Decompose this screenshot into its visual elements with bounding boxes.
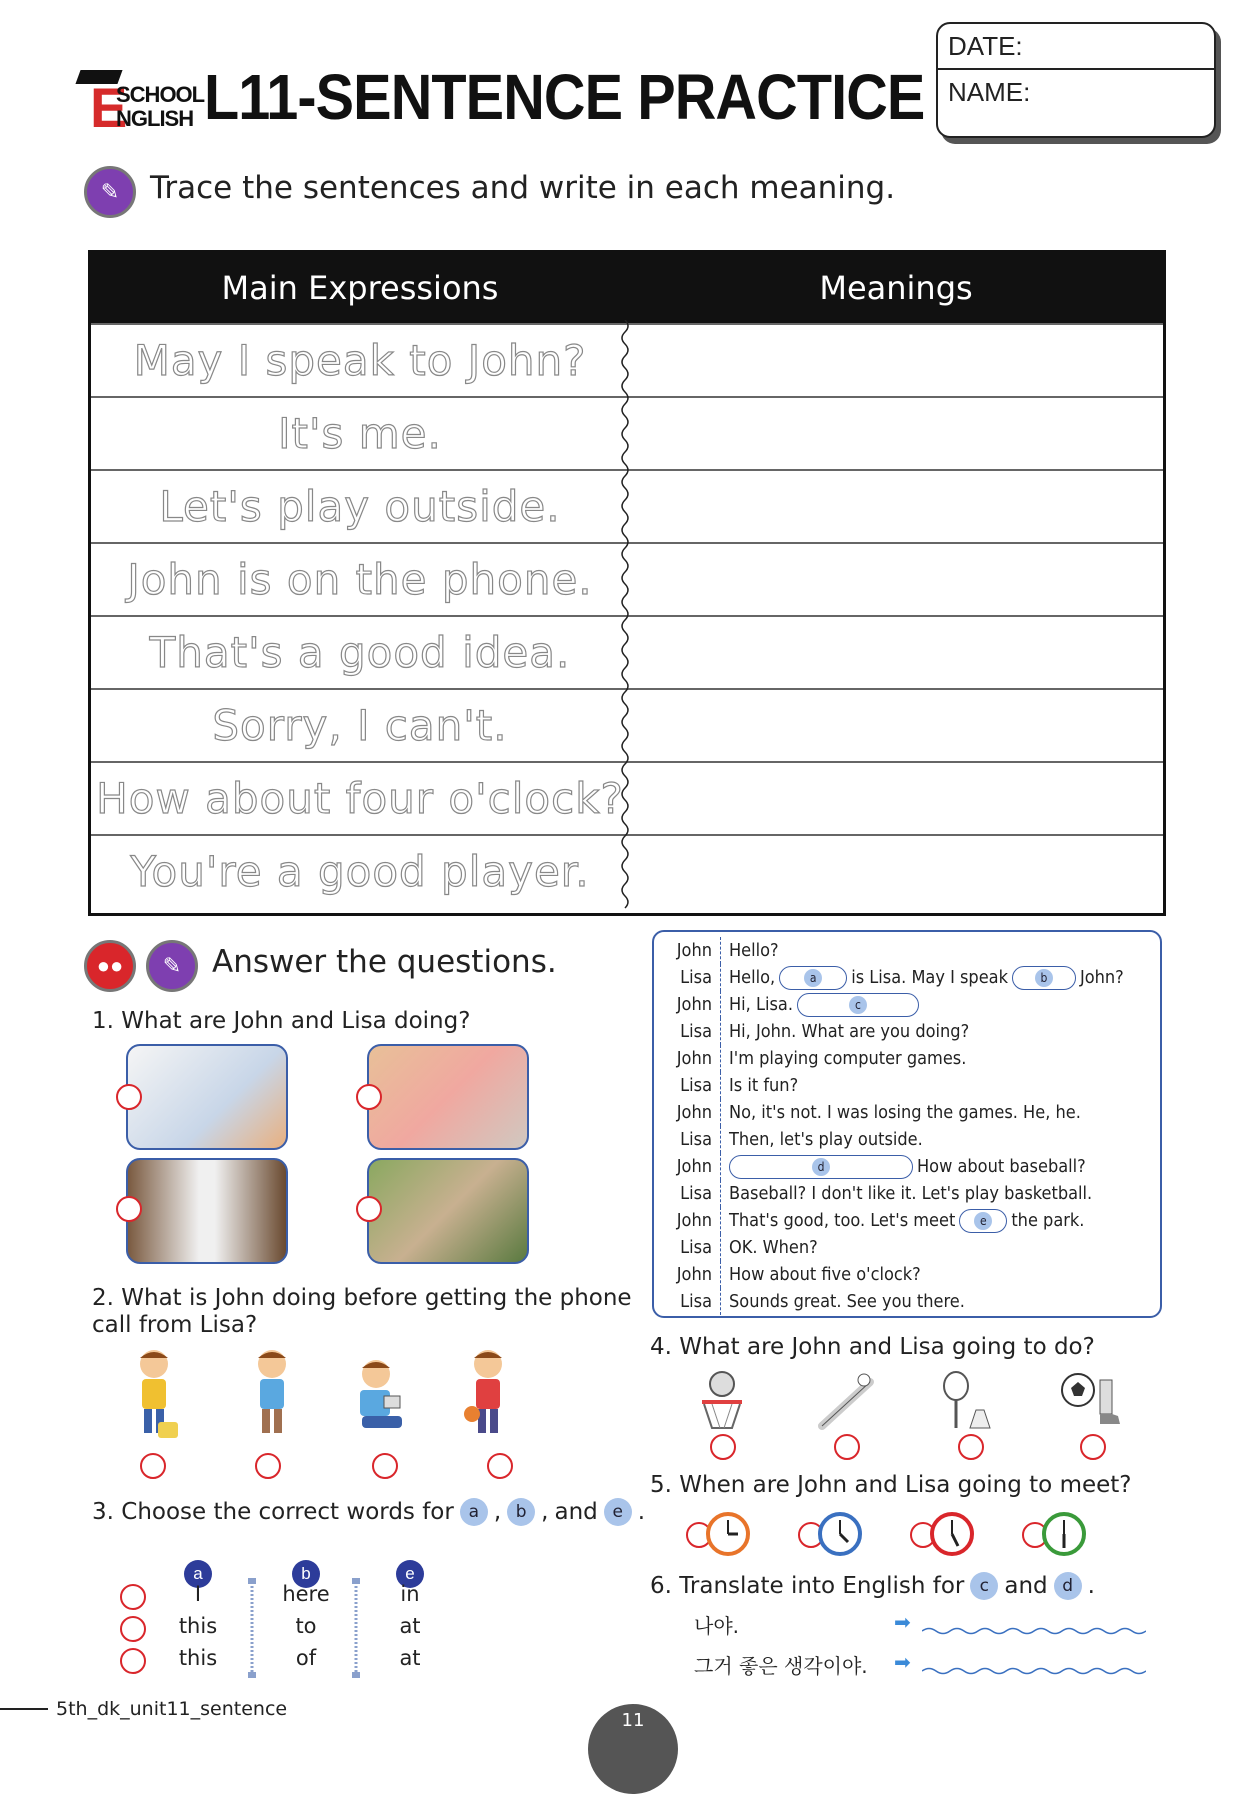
meaning-cell[interactable] <box>629 325 1163 396</box>
question-4: 4. What are John and Lisa going to do? <box>650 1334 1095 1360</box>
dialogue-line <box>654 1234 818 1261</box>
text-segment: Hello, <box>729 967 776 988</box>
blank-e[interactable] <box>959 1209 1007 1233</box>
speaker: John <box>654 1045 721 1072</box>
date-name-box[interactable] <box>936 22 1216 138</box>
clock-red-icon <box>928 1510 976 1558</box>
speaker: Lisa <box>654 1126 721 1153</box>
speaker: Lisa <box>654 1234 721 1261</box>
dialogue-box <box>652 930 1162 1318</box>
label-e: e <box>604 1498 632 1526</box>
blank-d[interactable] <box>729 1155 913 1179</box>
word-a1: I <box>194 1582 202 1606</box>
trace-sentence: May I speak to John? <box>133 336 587 385</box>
dialogue-line <box>654 1018 969 1045</box>
col-main-expressions: Main Expressions <box>221 269 499 307</box>
trace-sentence: Sorry, I can't. <box>212 701 508 750</box>
dialogue-line <box>654 991 923 1018</box>
answer-circle[interactable] <box>834 1434 860 1460</box>
col-label-a: a <box>184 1560 212 1588</box>
arrow-icon: ➡ <box>894 1652 911 1674</box>
answer-circle[interactable] <box>255 1453 281 1479</box>
table-header <box>91 253 1163 323</box>
trace-sentence: You're a good player. <box>130 847 590 896</box>
question-6-text: 6. Translate into English for <box>650 1573 965 1599</box>
dialogue-text: Hello? <box>729 940 779 961</box>
question-6: 6. Translate into English for c and d . <box>650 1573 1095 1599</box>
clock-green-icon <box>1040 1510 1088 1558</box>
speaker: John <box>654 991 721 1018</box>
word-e1: in <box>400 1582 420 1606</box>
date-field[interactable]: DATE: <box>938 24 1214 70</box>
pencil-icon: ✎ <box>146 940 198 992</box>
answer-circle[interactable] <box>958 1434 984 1460</box>
column-divider <box>350 1578 362 1678</box>
boy-basketball-icon <box>458 1346 528 1446</box>
clock-blue-icon <box>816 1510 864 1558</box>
meaning-cell[interactable] <box>629 471 1163 542</box>
word-b3: of <box>295 1646 317 1670</box>
text-segment: is Lisa. May I speak <box>851 967 1008 988</box>
meaning-cell[interactable] <box>629 763 1163 834</box>
logo-line2: NGLISH <box>116 106 194 131</box>
answer-circle[interactable] <box>116 1084 142 1110</box>
text-segment: That's good, too. Let's meet <box>729 1210 956 1231</box>
word-a2: this <box>178 1614 218 1638</box>
text-segment: John? <box>1079 967 1124 988</box>
blank-label: c <box>849 996 867 1014</box>
answer-circle[interactable] <box>116 1196 142 1222</box>
label-b: b <box>507 1498 535 1526</box>
dialogue-text <box>721 993 923 1017</box>
answer-line-c[interactable] <box>922 1626 1146 1636</box>
meaning-cell[interactable] <box>629 544 1163 615</box>
photo-kids-reading <box>367 1044 529 1150</box>
blank-label: d <box>812 1158 830 1176</box>
blank-label: b <box>1035 969 1053 987</box>
badminton-icon <box>936 1370 1002 1432</box>
text-segment: the park. <box>1011 1210 1085 1231</box>
dialogue-line <box>654 1099 1081 1126</box>
dialogue-line <box>654 937 779 964</box>
blank-c[interactable] <box>797 993 919 1017</box>
speaker: John <box>654 1261 721 1288</box>
dialogue-line <box>654 1126 923 1153</box>
meaning-cell[interactable] <box>629 836 1163 907</box>
clock-orange-icon <box>704 1510 752 1558</box>
text-segment: Hi, Lisa. <box>729 994 793 1015</box>
trace-sentence: That's a good idea. <box>149 628 571 677</box>
section2-instruction: Answer the questions. <box>212 944 557 980</box>
translate-item-d: 그거 좋은 생각이야. <box>694 1654 868 1678</box>
dialogue-text: Then, let's play outside. <box>729 1129 923 1150</box>
speaker: Lisa <box>654 1288 721 1315</box>
blank-a[interactable] <box>779 966 847 990</box>
blank-b[interactable] <box>1012 966 1076 990</box>
answer-circle[interactable] <box>372 1453 398 1479</box>
boy-walking-icon <box>242 1346 302 1446</box>
pencil-icon: ✎ <box>84 166 136 218</box>
word-e2: at <box>399 1614 421 1638</box>
dialogue-line <box>654 1153 1086 1180</box>
photo-kids-skating <box>367 1158 529 1264</box>
question-6-and: and <box>1004 1573 1048 1599</box>
blank-label: a <box>804 969 822 987</box>
speaker: Lisa <box>654 1072 721 1099</box>
dialogue-text: Sounds great. See you there. <box>729 1291 965 1312</box>
trace-sentence: Let's play outside. <box>159 482 561 531</box>
question-5: 5. When are John and Lisa going to meet? <box>650 1472 1132 1498</box>
dialogue-text: OK. When? <box>729 1237 818 1258</box>
meaning-cell[interactable] <box>629 617 1163 688</box>
answer-line-d[interactable] <box>922 1666 1146 1676</box>
text-segment: How about baseball? <box>917 1156 1086 1177</box>
speaker: John <box>654 1153 721 1180</box>
answer-circle[interactable] <box>1080 1434 1106 1460</box>
speaker: Lisa <box>654 964 721 991</box>
translate-item-c: 나야. <box>694 1614 739 1638</box>
label-a: a <box>460 1498 488 1526</box>
dialogue-text <box>721 966 1124 990</box>
label-c: c <box>970 1572 998 1600</box>
meaning-cell[interactable] <box>629 690 1163 761</box>
boy-cleaning-icon <box>124 1346 184 1446</box>
blank-label: e <box>974 1212 992 1230</box>
word-b2: to <box>295 1614 317 1638</box>
basketball-hoop-icon <box>692 1370 752 1432</box>
dialogue-line <box>654 964 1124 991</box>
dialogue-text: Is it fun? <box>729 1075 799 1096</box>
dialogue-line <box>654 1288 965 1315</box>
speaker: Lisa <box>654 1018 721 1045</box>
question-1: 1. What are John and Lisa doing? <box>92 1008 471 1034</box>
answer-circle[interactable] <box>487 1453 513 1479</box>
col-label-e: e <box>396 1560 424 1588</box>
page-title: L11-SENTENCE PRACTICE <box>204 61 925 133</box>
trace-sentence: How about four o'clock? <box>96 774 624 823</box>
question-3-text: 3. Choose the correct words for <box>92 1499 454 1525</box>
dialogue-text: I'm playing computer games. <box>729 1048 967 1069</box>
page-number: 11 <box>621 1710 645 1731</box>
answer-circle[interactable] <box>356 1196 382 1222</box>
question-3-and: and <box>554 1499 598 1525</box>
question-2-line2: call from Lisa? <box>92 1312 258 1338</box>
speaker: John <box>654 1099 721 1126</box>
answer-circle[interactable] <box>140 1453 166 1479</box>
footer-rule <box>0 1708 48 1710</box>
answer-circle[interactable] <box>120 1616 146 1642</box>
wavy-divider <box>618 320 632 914</box>
boy-tablet-icon <box>346 1356 416 1446</box>
answer-circle[interactable] <box>120 1648 146 1674</box>
word-e3: at <box>399 1646 421 1670</box>
answer-circle[interactable] <box>710 1434 736 1460</box>
label-d: d <box>1054 1572 1082 1600</box>
question-3: 3. Choose the correct words for a , b , and e . <box>92 1499 646 1525</box>
dialogue-line <box>654 1207 1084 1234</box>
word-b1: here <box>282 1582 330 1606</box>
name-field[interactable]: NAME: <box>948 77 1031 107</box>
dialogue-line <box>654 1045 966 1072</box>
speaker: Lisa <box>654 1180 721 1207</box>
eyes-icon: ●● <box>84 940 136 992</box>
answer-circle[interactable] <box>356 1084 382 1110</box>
col-label-b: b <box>292 1560 320 1588</box>
dialogue-text <box>721 1209 1084 1233</box>
section1-instruction: Trace the sentences and write in each meaning. <box>150 170 896 206</box>
col-meanings: Meanings <box>819 269 973 307</box>
photo-kids-phone <box>126 1158 288 1264</box>
arrow-icon: ➡ <box>894 1612 911 1634</box>
soccer-icon <box>1058 1370 1124 1432</box>
dialogue-text: How about five o'clock? <box>729 1264 921 1285</box>
dialogue-text: Baseball? I don't like it. Let's play basketball. <box>729 1183 1093 1204</box>
trace-sentence: John is on the phone. <box>127 555 593 604</box>
footer-code: 5th_dk_unit11_sentence <box>56 1698 288 1720</box>
meaning-cell[interactable] <box>629 398 1163 469</box>
dialogue-text: Hi, John. What are you doing? <box>729 1021 970 1042</box>
answer-circle[interactable] <box>120 1584 146 1610</box>
dialogue-line <box>654 1072 798 1099</box>
baseball-bat-icon <box>814 1372 880 1432</box>
logo-letter: E <box>90 76 128 139</box>
question-2-line1: 2. What is John doing before getting the phone <box>92 1285 632 1311</box>
school-english-logo <box>78 70 205 139</box>
dialogue-text: No, it's not. I was losing the games. He, he. <box>729 1102 1081 1123</box>
dialogue-line <box>654 1180 1092 1207</box>
photo-kids-cleaning <box>126 1044 288 1150</box>
speaker: John <box>654 1207 721 1234</box>
trace-sentence: It's me. <box>278 409 442 458</box>
dialogue-line <box>654 1261 921 1288</box>
logo-line1: SCHOOL <box>116 82 205 107</box>
dialogue-text <box>721 1155 1086 1179</box>
word-a3: this <box>178 1646 218 1670</box>
column-divider <box>246 1578 258 1678</box>
speaker: John <box>654 937 721 964</box>
